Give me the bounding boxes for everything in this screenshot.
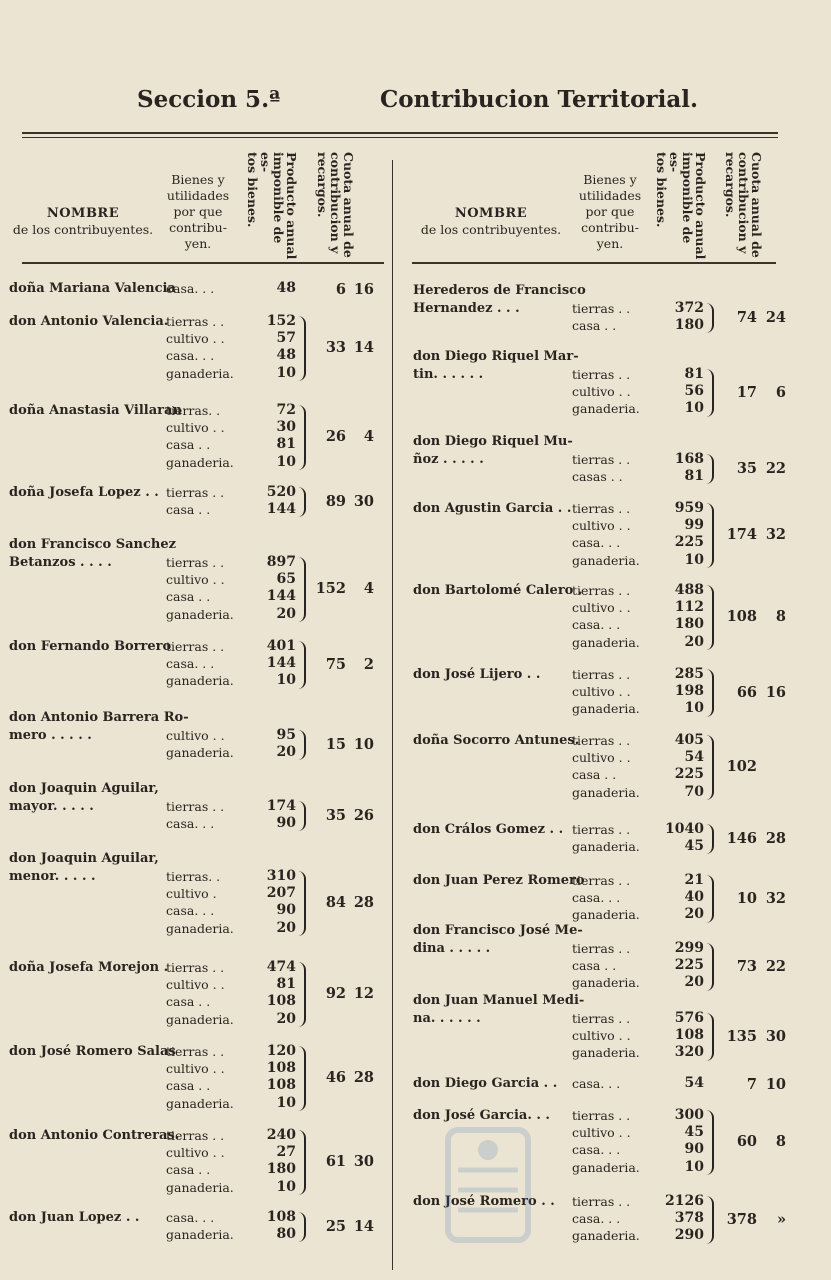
taxable-product-value: 80 [276,1226,296,1243]
asset-type: ganaderia. [572,784,640,800]
asset-type: casa . . [572,767,617,783]
taxable-product-value: 40 [684,889,704,906]
header-rule-right [412,262,776,264]
taxable-product-value: 320 [674,1044,704,1061]
quota-amount: 135 [726,1027,757,1045]
grouping-brace [298,316,306,381]
quota-cents: 10 [765,1075,786,1093]
quota-amount: 84 [325,894,346,912]
quota-amount: 25 [325,1218,346,1236]
taxable-product-value: 120 [266,1043,296,1059]
asset-type: casa . . [166,994,211,1010]
right-producto-heading: Producto anual imponible de es- tos bienes. [654,152,708,260]
asset-type: ganaderia. [572,1159,640,1175]
contributor-name: don Juan Perez Romero [413,873,585,888]
quota-cents: 32 [765,889,786,907]
asset-type: tierras . . [572,452,631,467]
taxable-product-value: 108 [266,1060,296,1077]
asset-type: casa. . . [166,816,215,832]
asset-type: ganaderia. [166,745,234,761]
left-producto-heading: Producto anual imponible de es- tos bienes. [245,152,299,260]
quota-amount: 35 [325,807,346,825]
asset-type: cultivo . . [166,977,225,993]
taxable-product-value: 225 [674,766,704,783]
asset-type: tierras . . [166,1128,225,1143]
taxable-product-value: 108 [266,1209,296,1225]
taxable-product-value: 10 [684,400,704,417]
quota-amount: 378 [726,1210,757,1228]
name-heading-top: NOMBRE [46,206,120,221]
contributor-name: don Antonio Contreras. [9,1128,180,1143]
asset-type: cultivo . . [572,600,631,616]
grouping-brace [706,303,714,333]
page-title: Contribucion Territorial. [380,86,699,113]
contributor-name: don Antonio Barrera Ro- [9,710,189,725]
taxable-product-value: 95 [276,727,296,743]
header-rule-left [22,262,384,264]
asset-type: tierras . . [572,667,631,682]
contributor-name: mayor. . . . . [9,799,94,814]
asset-type: ganaderia. [166,1011,234,1027]
section-heading: Seccion 5.ª [137,86,281,113]
quota-amount: 61 [325,1153,346,1171]
grouping-brace [298,1046,306,1111]
asset-type: casa . . [166,437,211,453]
right-cuota-heading: Cuota anual de contribucion y recargos. [723,152,764,258]
asset-type: tierras . . [166,1044,225,1059]
taxable-product-value: 180 [674,317,704,334]
asset-type: casa . . [166,1162,211,1178]
quota-cents: 10 [353,736,374,754]
asset-type: cultivo . . [572,384,631,400]
asset-type: cultivo . [166,886,217,902]
quota-cents: 14 [353,339,374,357]
right-bienes-heading: Bienes y utilidades por que contribu- yen. [578,172,642,251]
taxable-product-value: 81 [684,468,704,485]
asset-type: casa . . [166,1078,211,1094]
grouping-brace [706,1013,714,1061]
contributor-name: don José Lijero . . [413,667,541,682]
quota-cents: 12 [353,985,374,1003]
taxable-product-value: 225 [674,534,704,551]
quota-cents: 6 [775,383,786,401]
asset-type: tierras. . [166,869,221,884]
contributor-name: na. . . . . . [413,1011,481,1026]
contributor-name: doña Mariana Valencia [9,281,176,296]
contributor-name: don Diego Riquel Mar- [413,349,579,364]
quota-cents: 2 [363,655,374,673]
contributor-name: don Francisco José Me- [413,923,583,938]
taxable-product-value: 20 [276,605,296,622]
asset-type: tierras . . [166,485,225,500]
taxable-product-value: 959 [674,500,704,516]
asset-type: casa. . . [572,617,621,633]
grouping-brace [298,871,306,936]
taxable-product-value: 180 [674,616,704,633]
grouping-brace [298,487,306,517]
quota-amount: 60 [736,1133,757,1151]
quota-cents: 28 [765,830,786,848]
taxable-product-value: 2126 [665,1193,704,1209]
asset-type: ganaderia. [166,606,234,622]
asset-type: tierras . . [572,501,631,516]
quota-cents: 30 [765,1027,786,1045]
contributor-name: don Agustin Garcia . . [413,501,572,516]
quota-amount: 89 [325,493,346,511]
quota-amount: 46 [325,1069,346,1087]
grouping-brace [298,730,306,760]
contributor-name: don Francisco Sanchez [9,537,177,552]
taxable-product-value: 225 [674,957,704,974]
grouping-brace [706,669,714,717]
asset-type: ganaderia. [166,920,234,936]
taxable-product-value: 897 [266,554,296,570]
quota-amount: 146 [726,830,757,848]
taxable-product-value: 378 [674,1210,704,1227]
taxable-product-value: 310 [266,868,296,884]
contributor-name: Betanzos . . . . [9,555,112,570]
quota-amount: 66 [736,683,757,701]
asset-type: tierras . . [572,583,631,598]
asset-type: tierras . . [572,733,631,748]
asset-type: casas . . [572,469,623,485]
asset-type: casa . . [166,589,211,605]
taxable-product-value: 290 [674,1227,704,1244]
contributor-name: mero . . . . . [9,728,92,743]
taxable-product-value: 10 [276,1094,296,1111]
taxable-product-value: 180 [266,1161,296,1178]
taxable-product-value: 20 [684,974,704,991]
taxable-product-value: 20 [684,906,704,923]
taxable-product-value: 488 [674,582,704,598]
asset-type: tierras . . [166,960,225,975]
quota-amount: 74 [736,309,757,327]
quota-cents: 16 [765,683,786,701]
taxable-product-value: 198 [674,683,704,700]
grouping-brace [706,943,714,991]
contributor-name: don Antonio Valencia. [9,314,169,329]
taxable-product-value: 405 [674,732,704,748]
quota-cents: 32 [765,526,786,544]
quota-amount: 10 [736,889,757,907]
contributor-name: don Crálos Gomez . . [413,822,564,837]
asset-type: tierras . . [166,555,225,570]
asset-type: tierras . . [572,1011,631,1026]
taxable-product-value: 30 [276,419,296,436]
grouping-brace [706,875,714,923]
quota-cents: 30 [353,493,374,511]
asset-type: cultivo . . [166,1145,225,1161]
taxable-product-value: 81 [276,436,296,453]
taxable-product-value: 108 [266,1077,296,1094]
left-cuota-heading: Cuota anual de contribucion y recargos. [315,152,356,258]
asset-type: ganaderia. [572,701,640,717]
quota-amount: 73 [736,957,757,975]
asset-type: casa. . . [166,656,215,672]
quota-cents: 16 [353,280,374,298]
top-rule [22,132,778,134]
taxable-product-value: 240 [266,1127,296,1143]
contributor-name: dina . . . . . [413,941,491,956]
taxable-product-value: 474 [266,959,296,975]
grouping-brace [706,454,714,484]
asset-type: ganaderia. [166,673,234,689]
taxable-product-value: 372 [674,300,704,316]
taxable-product-value: 401 [266,638,296,654]
asset-type: cultivo . . [572,1125,631,1141]
quota-amount: 35 [736,460,757,478]
asset-type: casa. . . [166,281,215,296]
quota-amount: 33 [325,339,346,357]
contributor-name: don Diego Garcia . . [413,1076,558,1091]
contributor-name: don Juan Lopez . . [9,1210,140,1225]
asset-type: ganaderia. [166,1095,234,1111]
asset-type: tierras . . [572,1194,631,1209]
taxable-product-value: 81 [276,976,296,993]
taxable-product-value: 10 [276,364,296,381]
taxable-product-value: 48 [276,347,296,364]
asset-type: casa. . . [572,535,621,551]
contributor-name: don Joaquin Aguilar, [9,781,159,796]
quota-amount: 15 [325,736,346,754]
taxable-product-value: 45 [684,838,704,855]
quota-amount: 6 [335,280,346,298]
asset-type: cultivo . . [166,572,225,588]
asset-type: cultivo . . [572,518,631,534]
taxable-product-value: 576 [674,1010,704,1026]
quota-cents: 30 [353,1153,374,1171]
asset-type: ganaderia. [572,1045,640,1061]
taxable-product-value: 90 [276,815,296,832]
taxable-product-value: 108 [674,1027,704,1044]
taxable-product-value: 54 [684,1075,704,1091]
quota-cents: 8 [775,608,786,626]
asset-type: ganaderia. [572,634,640,650]
taxable-product-value: 520 [266,484,296,500]
taxable-product-value: 56 [684,383,704,400]
taxable-product-value: 27 [276,1144,296,1161]
asset-type: tierras . . [572,941,631,956]
contributor-name: menor. . . . . [9,869,96,884]
grouping-brace [298,405,306,470]
asset-type: casa. . . [572,890,621,906]
asset-type: ganaderia. [166,365,234,381]
quota-cents: 22 [765,957,786,975]
contributor-name: tin. . . . . . [413,367,484,382]
name-heading-bottom: de los contribuyentes. [12,222,154,237]
contributor-name: don José Romero Salas [9,1044,176,1059]
grouping-brace [706,1196,714,1244]
name-heading-top: NOMBRE [454,206,528,221]
taxable-product-value: 54 [684,749,704,766]
right-name-heading [416,205,566,238]
grouping-brace [298,962,306,1027]
asset-type: cultivo . . [572,750,631,766]
taxable-product-value: 144 [266,501,296,518]
quota-cents: 14 [353,1218,374,1236]
quota-cents: 4 [363,428,374,446]
quota-amount: 108 [726,608,757,626]
asset-type: tierras . . [166,314,225,329]
asset-type: ganaderia. [572,552,640,568]
taxable-product-value: 72 [276,402,296,418]
contributor-name: don Joaquin Aguilar, [9,851,159,866]
contributor-name: don Diego Riquel Mu- [413,434,573,449]
asset-type: tierras . . [166,639,225,654]
quota-cents: 26 [353,807,374,825]
taxable-product-value: 207 [266,885,296,902]
contributor-name: don José Romero . . [413,1194,555,1209]
asset-type: tierras . . [572,822,631,837]
taxable-product-value: 10 [276,672,296,689]
grouping-brace [298,801,306,831]
taxable-product-value: 57 [276,330,296,347]
quota-amount: 7 [746,1075,757,1093]
quota-cents: 4 [363,580,374,598]
contributor-name: Hernandez . . . [413,301,520,316]
asset-type: ganaderia. [572,907,640,923]
asset-type: cultivo . . [166,728,225,743]
quota-amount: 174 [726,526,757,544]
taxable-product-value: 174 [266,798,296,814]
grouping-brace [706,585,714,650]
grouping-brace [298,1212,306,1242]
asset-type: tierras . . [572,1108,631,1123]
quota-amount: 75 [325,655,346,673]
taxable-product-value: 112 [674,599,704,616]
quota-amount: 26 [325,428,346,446]
taxable-product-value: 10 [276,1178,296,1195]
taxable-product-value: 299 [674,940,704,956]
asset-type: ganaderia. [572,975,640,991]
grouping-brace [706,735,714,800]
name-heading-bottom: de los contribuyentes. [420,222,562,237]
contributor-name: ñoz . . . . . [413,452,484,467]
taxable-product-value: 285 [674,666,704,682]
quota-cents: » [776,1210,786,1228]
asset-type: cultivo . . [166,1061,225,1077]
taxable-product-value: 152 [266,313,296,329]
quota-cents: 28 [353,1069,374,1087]
contributor-name: doña Josefa Lopez . . [9,485,159,500]
asset-type: ganaderia. [572,1228,640,1244]
asset-type: ganaderia. [166,1227,234,1243]
asset-type: casa . . [572,318,617,334]
contributor-name: Herederos de Francisco [413,283,586,298]
quota-amount: 92 [325,985,346,1003]
asset-type: casa. . . [166,1210,215,1225]
taxable-product-value: 1040 [665,821,704,837]
taxable-product-value: 21 [684,872,704,888]
grouping-brace [298,641,306,689]
contributor-name: doña Anastasia Villaran [9,403,182,418]
asset-type: tierras . . [572,873,631,888]
taxable-product-value: 10 [684,700,704,717]
quota-cents: 24 [765,309,786,327]
taxable-product-value: 99 [684,517,704,534]
asset-type: casa . . [166,502,211,518]
taxable-product-value: 81 [684,366,704,382]
quota-cents: 22 [765,460,786,478]
grouping-brace [706,1110,714,1175]
asset-type: casa . . [572,958,617,974]
grouping-brace [706,503,714,568]
taxable-product-value: 45 [684,1124,704,1141]
taxable-product-value: 70 [684,783,704,800]
taxable-product-value: 20 [276,1010,296,1027]
asset-type: ganaderia. [166,454,234,470]
quota-amount: 17 [736,383,757,401]
asset-type: casa. . . [166,348,215,364]
quota-cents: 8 [775,1133,786,1151]
asset-type: cultivo . . [572,1028,631,1044]
contributor-name: doña Josefa Morejon . [9,960,169,975]
taxable-product-value: 108 [266,993,296,1010]
asset-type: tierras. . [166,403,221,418]
contributor-name: don José Garcia. . . [413,1108,550,1123]
taxable-product-value: 90 [276,902,296,919]
asset-type: tierras . . [572,301,631,316]
left-bienes-heading: Bienes y utilidades por que contribu- yen. [166,172,230,251]
taxable-product-value: 10 [684,1158,704,1175]
left-name-heading [8,205,158,238]
grouping-brace [298,557,306,622]
taxable-product-value: 168 [674,451,704,467]
taxable-product-value: 90 [684,1141,704,1158]
taxable-product-value: 20 [684,633,704,650]
taxable-product-value: 144 [266,655,296,672]
asset-type: cultivo . . [572,684,631,700]
taxable-product-value: 20 [276,744,296,761]
taxable-product-value: 144 [266,588,296,605]
top-rule-thin [22,137,778,138]
asset-type: ganaderia. [166,1179,234,1195]
quota-amount: 102 [726,758,757,776]
taxable-product-value: 10 [276,453,296,470]
asset-type: ganaderia. [572,839,640,855]
asset-type: casa. . . [572,1076,621,1091]
contributor-name: don Bartolomé Calero . [413,583,583,598]
column-divider [392,160,393,1270]
taxable-product-value: 48 [276,280,296,296]
grouping-brace [298,1130,306,1195]
grouping-brace [706,824,714,854]
grouping-brace [706,369,714,417]
contributor-name: don Fernando Borrero [9,639,172,654]
asset-type: ganaderia. [572,401,640,417]
taxable-product-value: 65 [276,571,296,588]
asset-type: casa. . . [166,903,215,919]
asset-type: cultivo . . [166,331,225,347]
asset-type: tierras . . [166,799,225,814]
asset-type: tierras . . [572,367,631,382]
contributor-name: doña Socorro Antunes. [413,733,580,748]
quota-cents: 28 [353,894,374,912]
watermark-seal-icon [418,1108,631,1260]
quota-amount: 152 [315,580,346,598]
taxable-product-value: 20 [276,919,296,936]
asset-type: casa. . . [572,1211,621,1227]
asset-type: cultivo . . [166,420,225,436]
taxable-product-value: 10 [684,551,704,568]
contributor-name: don Juan Manuel Medi- [413,993,585,1008]
taxable-product-value: 300 [674,1107,704,1123]
asset-type: casa. . . [572,1142,621,1158]
